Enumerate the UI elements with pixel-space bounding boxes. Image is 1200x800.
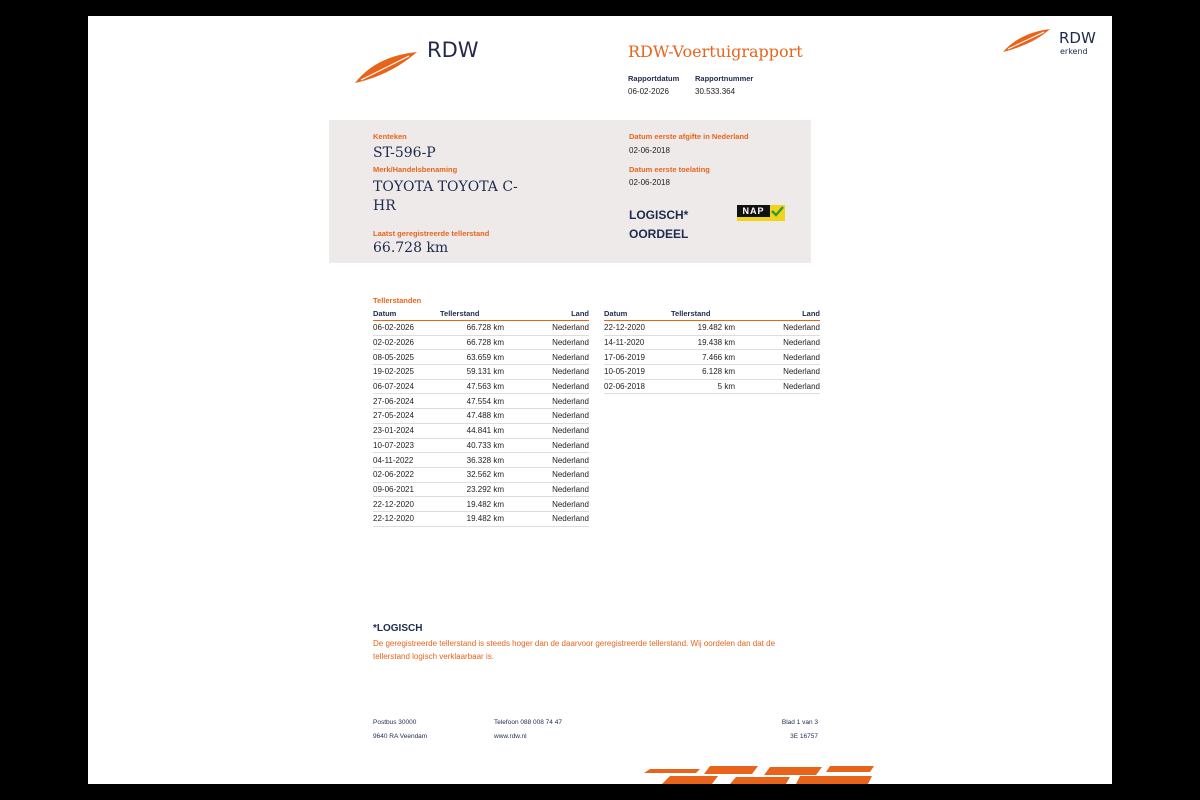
cell-tellerstand: 6.128 km [671,365,751,380]
table-row [373,497,589,512]
table-row [604,321,820,336]
report-page [88,16,1112,784]
cell-datum: 09-06-2021 [373,482,440,497]
footer-postbus: Postbus 30000 [373,719,417,726]
cell-land: Nederland [751,365,820,380]
cell-datum: 27-06-2024 [373,394,440,409]
cell-datum: 23-01-2024 [373,423,440,438]
rdw-logo-text: RDW [427,38,479,62]
table-header-row [373,308,589,321]
merk-value-line1: TOYOTA TOYOTA C- [373,179,518,195]
cell-datum: 19-02-2025 [373,365,440,380]
cell-tellerstand: 5 km [671,379,751,394]
cell-tellerstand: 59.131 km [440,365,520,380]
cell-tellerstand: 63.659 km [440,350,520,365]
nap-label: NAP [737,205,770,217]
cell-land: Nederland [520,409,589,424]
cell-tellerstand: 66.728 km [440,335,520,350]
cell-tellerstand: 40.733 km [440,438,520,453]
cell-datum: 22-12-2020 [604,321,671,336]
table-row [373,379,589,394]
cell-tellerstand: 47.563 km [440,379,520,394]
cell-tellerstand: 66.728 km [440,321,520,336]
table-row [373,394,589,409]
cell-tellerstand: 36.328 km [440,453,520,468]
toelating-label: Datum eerste toelating [629,165,710,174]
table-row [373,453,589,468]
cell-datum: 06-02-2026 [373,321,440,336]
oordeel-line1: LOGISCH* [629,208,689,222]
rapportdatum-value: 06-02-2026 [628,87,669,96]
table-row [373,335,589,350]
col-land: Land [520,308,589,321]
footer-blad: Blad 1 van 3 [781,719,818,726]
teller-label: Laatst geregistreerde tellerstand [373,229,490,238]
checkmark-icon [770,205,785,217]
rdw-erkend-feather-logo [1002,28,1052,54]
col-land: Land [751,308,820,321]
cell-land: Nederland [520,453,589,468]
cell-land: Nederland [520,321,589,336]
col-datum: Datum [373,308,440,321]
odometer-table-left [373,308,589,527]
cell-datum: 22-12-2020 [373,511,440,526]
table-row [373,467,589,482]
table-row [373,365,589,380]
report-title: RDW-Voertuigrapport [628,42,803,61]
table-row [373,409,589,424]
decorative-stripes [640,764,874,784]
table-row [604,379,820,394]
cell-datum: 27-05-2024 [373,409,440,424]
cell-tellerstand: 44.841 km [440,423,520,438]
table-row [373,423,589,438]
rapportdatum-label: Rapportdatum [628,74,680,83]
cell-land: Nederland [520,394,589,409]
footer-code: 3E 16757 [790,733,818,740]
cell-land: Nederland [520,467,589,482]
erkend-label: erkend [1060,47,1088,56]
table-row [373,511,589,526]
cell-land: Nederland [520,511,589,526]
toelating-value: 02-06-2018 [629,178,670,187]
rapportnummer-label: Rapportnummer [695,74,754,83]
cell-datum: 14-11-2020 [604,335,671,350]
footer-plaats: 9640 RA Veendam [373,733,428,740]
cell-tellerstand: 19.438 km [671,335,751,350]
cell-land: Nederland [520,335,589,350]
merk-value-line2: HR [373,198,396,214]
cell-land: Nederland [751,350,820,365]
cell-land: Nederland [520,482,589,497]
cell-tellerstand: 47.488 km [440,409,520,424]
footer-telefoon: Telefoon 088 008 74 47 [494,719,562,726]
cell-tellerstand: 7.466 km [671,350,751,365]
col-datum: Datum [604,308,671,321]
teller-value: 66.728 km [373,240,449,256]
cell-tellerstand: 23.292 km [440,482,520,497]
cell-tellerstand: 19.482 km [671,321,751,336]
cell-tellerstand: 47.554 km [440,394,520,409]
tellerstanden-title: Tellerstanden [373,296,422,305]
cell-land: Nederland [520,379,589,394]
table-row [604,365,820,380]
rdw-erkend-logo-text: RDW [1059,29,1096,47]
table-row [373,438,589,453]
afgifte-value: 02-06-2018 [629,146,670,155]
table-row [604,335,820,350]
kenteken-value: ST-596-P [373,145,436,161]
cell-land: Nederland [520,423,589,438]
footnote-title: *LOGISCH [373,623,423,634]
footer-website: www.rdw.nl [494,733,527,740]
cell-land: Nederland [520,365,589,380]
cell-datum: 08-05-2025 [373,350,440,365]
cell-tellerstand: 32.562 km [440,467,520,482]
odometer-table-right [604,308,820,394]
cell-datum: 06-07-2024 [373,379,440,394]
table-row [373,350,589,365]
cell-datum: 02-06-2022 [373,467,440,482]
cell-land: Nederland [520,350,589,365]
cell-land: Nederland [751,379,820,394]
cell-datum: 22-12-2020 [373,497,440,512]
cell-land: Nederland [520,438,589,453]
cell-datum: 02-06-2018 [604,379,671,394]
cell-land: Nederland [751,335,820,350]
footnote-text-line1: De geregistreerde tellerstand is steeds hoger dan de daarvoor geregistreerde tellerstand. Wij oordelen dan dat de [373,639,776,648]
cell-tellerstand: 19.482 km [440,511,520,526]
cell-datum: 10-07-2023 [373,438,440,453]
rapportnummer-value: 30.533.364 [695,87,736,96]
table-row [373,482,589,497]
cell-tellerstand: 19.482 km [440,497,520,512]
cell-datum: 17-06-2019 [604,350,671,365]
cell-land: Nederland [520,497,589,512]
col-tellerstand: Tellerstand [671,308,751,321]
nap-badge [737,205,785,221]
merk-label: Merk/Handelsbenaming [373,165,458,174]
cell-datum: 10-05-2019 [604,365,671,380]
cell-land: Nederland [751,321,820,336]
oordeel-line2: OORDEEL [629,227,689,241]
footnote-text-line2: tellerstand logisch verklaarbaar is. [373,652,494,661]
afgifte-label: Datum eerste afgifte in Nederland [629,132,749,141]
cell-datum: 04-11-2022 [373,453,440,468]
col-tellerstand: Tellerstand [440,308,520,321]
table-row [604,350,820,365]
cell-datum: 02-02-2026 [373,335,440,350]
table-row [373,321,589,336]
table-header-row [604,308,820,321]
kenteken-label: Kenteken [373,132,407,141]
rdw-feather-logo [353,50,419,86]
